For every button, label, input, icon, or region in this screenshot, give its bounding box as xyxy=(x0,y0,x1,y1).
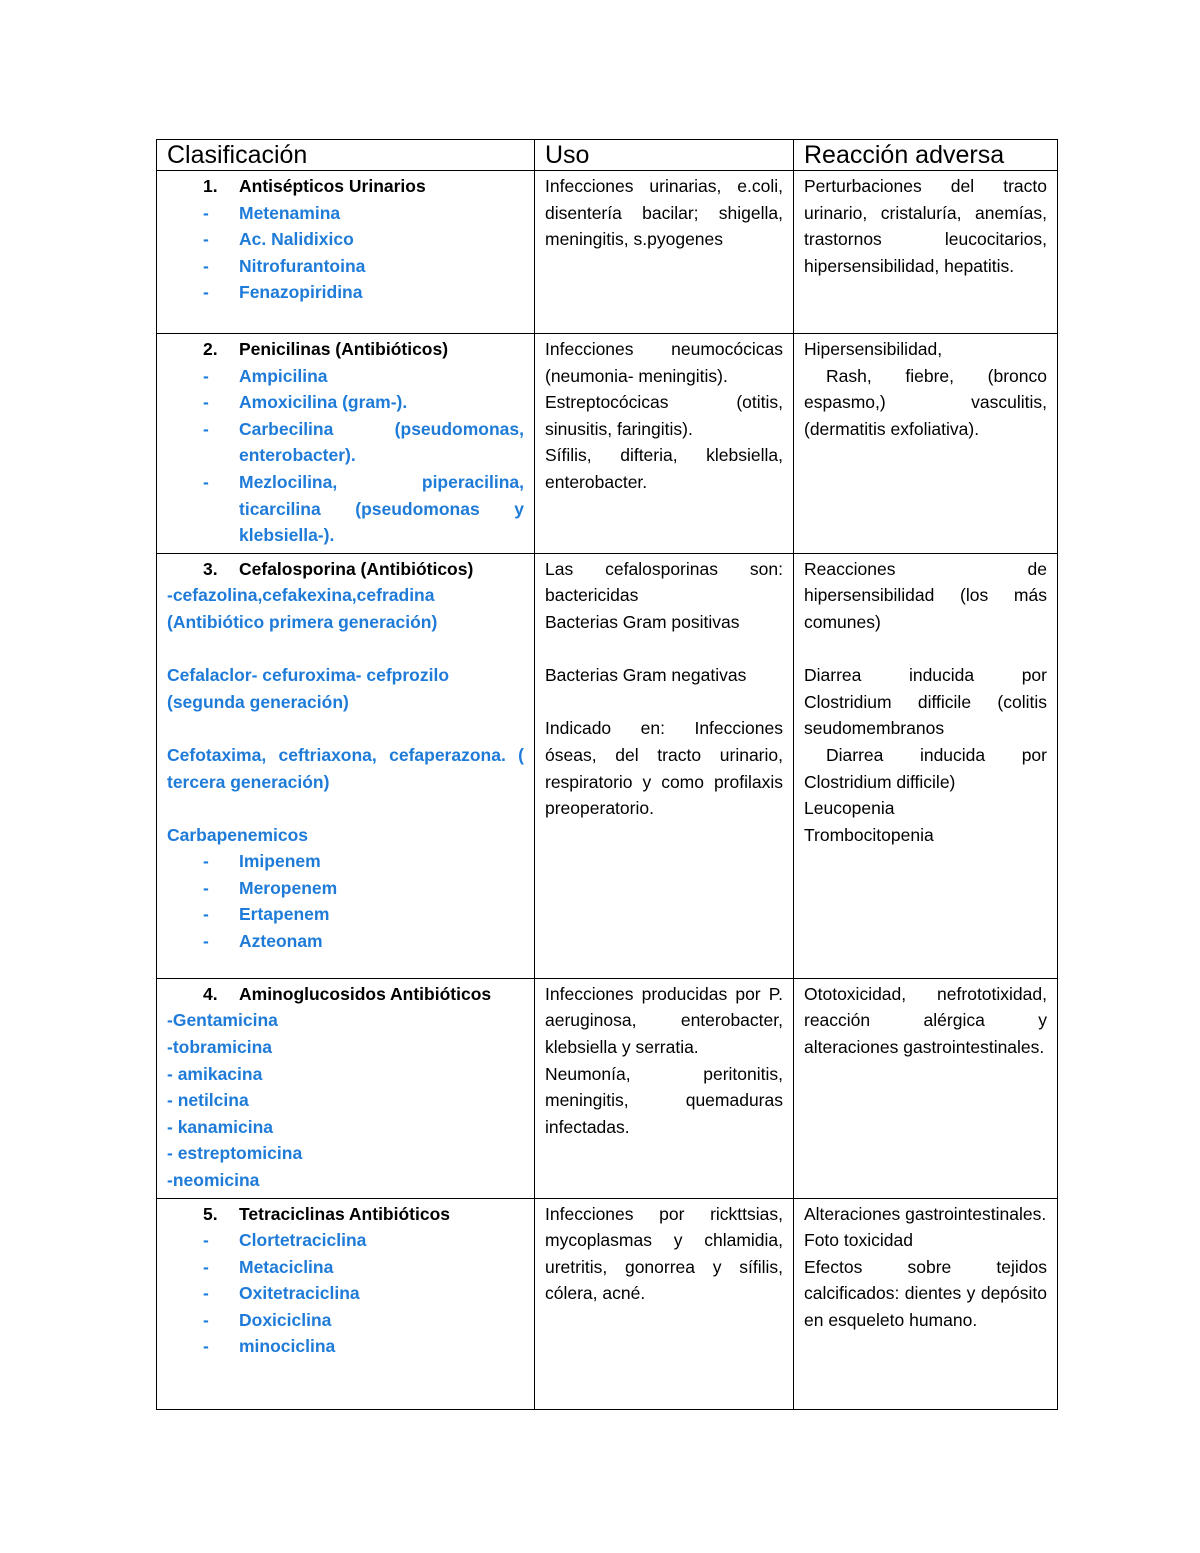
drug-item: - Metenamina xyxy=(203,202,341,223)
group-title: 2. Penicilinas (Antibióticos) xyxy=(203,339,449,359)
uso-paragraph: Las cefalosporinas son: bactericidas xyxy=(545,558,783,606)
reaccion-paragraph: Perturbaciones del tracto urinario, cristaluría, anemías, trastornos leucocitarios, hipersensibilidad, hepatitis. xyxy=(804,176,1047,276)
drug-item: - Meropenem xyxy=(203,877,338,898)
drug-item: - minociclina xyxy=(203,1336,336,1357)
reaccion-paragraph: Diarrea inducida por Clostridium difficile) xyxy=(804,744,1047,792)
uso-paragraph: Bacterias Gram negativas xyxy=(545,665,747,686)
drug-item: - Azteonam xyxy=(203,931,323,952)
generation-group: Cefotaxima, ceftriaxona, cefaperazona. ( tercera generación) xyxy=(167,744,524,792)
reaccion-cell xyxy=(794,334,1058,554)
uso-cell xyxy=(535,171,794,334)
uso-paragraph: Infecciones por rickttsias, mycoplasmas y chlamidia, uretritis, gonorrea y sífilis, cólera, acné. xyxy=(545,1203,783,1304)
drug-item: - Oxitetraciclina xyxy=(203,1283,360,1304)
clasificacion-cell xyxy=(157,553,535,978)
drug-item: - Imipenem xyxy=(203,851,321,872)
uso-cell xyxy=(535,553,794,978)
table-row xyxy=(157,334,1058,554)
drug-item: - Carbecilina (pseudomonas, enterobacter). xyxy=(203,418,524,466)
drug-item: - Ertapenem xyxy=(203,904,330,925)
uso-cell xyxy=(535,1198,794,1409)
uso-paragraph: Infecciones urinarias, e.coli, disentería bacilar; shigella, meningitis, s.pyogenes xyxy=(545,176,783,250)
reaccion-paragraph: Ototoxicidad, nefrototixidad, reacción alérgica y alteraciones gastrointestinales. xyxy=(804,983,1047,1057)
drug-item: - Ampicilina xyxy=(203,365,328,386)
uso-paragraph: Infecciones producidas por P. aeruginosa, enterobacter, klebsiella y serratia. xyxy=(545,983,783,1057)
reaccion-paragraph: Trombocitopenia xyxy=(804,824,934,845)
reaccion-paragraph: Reacciones de hipersensibilidad (los más comunes) xyxy=(804,558,1047,632)
reaccion-paragraph: Alteraciones gastrointestinales. xyxy=(804,1203,1047,1224)
table-row xyxy=(157,978,1058,1198)
drug-item: - Fenazopiridina xyxy=(203,282,363,303)
drug-item: - Clortetraciclina xyxy=(203,1230,367,1251)
uso-paragraph: Indicado en: Infecciones óseas, del tracto urinario, respiratorio y como profilaxis preoperatorio. xyxy=(545,718,783,819)
group-title: 5. Tetraciclinas Antibióticos xyxy=(203,1203,451,1224)
generation-group: -cefazolina,cefakexina,cefradina (Antibiótico primera generación) xyxy=(167,585,438,632)
header-uso: Uso xyxy=(535,140,794,171)
generation-group: Carbapenemicos xyxy=(167,824,309,845)
clasificacion-cell xyxy=(157,1198,535,1409)
table-row xyxy=(157,1198,1058,1409)
reaccion-paragraph: Leucopenia xyxy=(804,798,895,819)
drug-item: - Doxiciclina xyxy=(203,1309,332,1330)
group-title: 3. Cefalosporina (Antibióticos) xyxy=(203,558,474,579)
uso-paragraph: Estreptocócicas (otitis, sinusitis, faringitis). xyxy=(545,392,783,439)
uso-paragraph: Neumonía, peritonitis, meningitis, quemaduras infectadas. xyxy=(545,1063,783,1137)
drug-item: - Mezlocilina, piperacilina, ticarcilina (pseudomonas y klebsiella-). xyxy=(203,471,524,546)
reaccion-cell xyxy=(794,1198,1058,1409)
reaccion-cell xyxy=(794,553,1058,978)
drug-item: -Gentamicina xyxy=(167,1010,278,1031)
reaccion-paragraph: Foto toxicidad xyxy=(804,1230,913,1251)
reaccion-cell xyxy=(794,171,1058,334)
reaccion-paragraph: Diarrea inducida por Clostridium difficile (colitis seudomembranos xyxy=(804,665,1047,739)
reaccion-paragraph: Efectos sobre tejidos calcificados: dientes y depósito en esqueleto humano. xyxy=(804,1256,1047,1330)
table-row xyxy=(157,553,1058,978)
drug-item: - Amoxicilina (gram-). xyxy=(203,392,408,413)
drug-item: - Nitrofurantoina xyxy=(203,255,366,276)
reaccion-cell xyxy=(794,978,1058,1198)
reaccion-paragraph: Rash, fiebre, (bronco espasmo,) vasculitis, (dermatitis exfoliativa). xyxy=(804,365,1047,439)
group-title: 4. Aminoglucosidos Antibióticos xyxy=(203,983,492,1004)
drug-item: -neomicina xyxy=(167,1169,260,1190)
clasificacion-cell xyxy=(157,171,535,334)
drug-item: - amikacina xyxy=(167,1063,263,1084)
clasificacion-cell xyxy=(157,334,535,554)
uso-paragraph: Sífilis, difteria, klebsiella, enterobacter. xyxy=(545,445,783,492)
drug-item: - Ac. Nalidixico xyxy=(203,229,354,250)
header-clasificacion: Clasificación xyxy=(157,140,535,171)
group-title: 1. Antisépticos Urinarios xyxy=(203,176,426,196)
clasificacion-cell xyxy=(157,978,535,1198)
uso-cell xyxy=(535,978,794,1198)
uso-cell xyxy=(535,334,794,554)
uso-paragraph: Infecciones neumocócicas (neumonia- meningitis). xyxy=(545,339,783,386)
reaccion-paragraph: Hipersensibilidad, xyxy=(804,339,943,359)
uso-paragraph: Bacterias Gram positivas xyxy=(545,611,740,632)
drug-item: -tobramicina xyxy=(167,1036,273,1057)
generation-group: Cefalaclor- cefuroxima- cefprozilo (segunda generación) xyxy=(167,665,450,712)
drug-item: - kanamicina xyxy=(167,1116,274,1137)
drug-item: - estreptomicina xyxy=(167,1143,303,1164)
drug-classification-table xyxy=(156,139,1058,1410)
header-reaccion: Reacción adversa xyxy=(794,140,1058,171)
drug-item: - netilcina xyxy=(167,1090,249,1111)
drug-item: - Metaciclina xyxy=(203,1256,334,1277)
table-row xyxy=(157,171,1058,334)
header-row xyxy=(157,140,1058,171)
